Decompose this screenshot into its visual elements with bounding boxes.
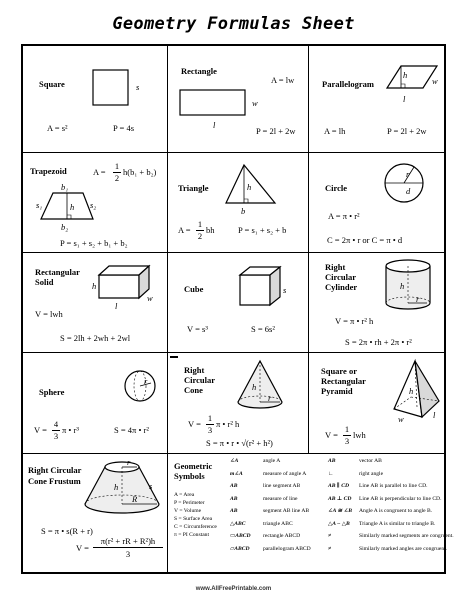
rect-solid-label-1: Rectangular (35, 267, 80, 277)
relation-symbol: AB ⊥ CD (328, 495, 352, 502)
frustum-R-label: R (132, 494, 138, 504)
relation-description: right angle (359, 470, 384, 477)
trapezoid-perimeter: P = s₁ + s₂ + b₁ + b₂ (60, 238, 128, 248)
relation-symbol: ≠ (328, 533, 332, 539)
frustum-fraction-bar (93, 547, 163, 548)
legend-item: A = Area (174, 492, 195, 498)
cell-parallelogram (309, 46, 444, 153)
symbols-heading-2: Symbols (174, 471, 205, 481)
parallelogram-diagram (309, 46, 444, 153)
circle-circumference: C = 2π • r or C = π • d (327, 235, 403, 245)
parallelogram-perimeter: P = 2l + 2w (387, 126, 427, 136)
legend-item: C = Circumference (174, 524, 217, 530)
symbol-symbol: AB (230, 508, 238, 514)
frustum-label-2: Cone Frustum (28, 476, 81, 486)
symbol-symbol: AB (230, 495, 238, 502)
triangle-perimeter: P = s₁ + s₂ + b (238, 225, 287, 235)
rect-solid-surface: S = 2lh + 2wh + 2wl (60, 333, 131, 343)
cone-label-3: Cone (184, 385, 203, 395)
sphere-surface: S = 4π • r² (114, 425, 149, 435)
trapezoid-label: Trapezoid (30, 166, 67, 176)
square-label: Square (39, 79, 65, 89)
sphere-diagram (23, 353, 168, 454)
relation-description: vector AB (359, 458, 382, 464)
stray-mark (170, 356, 178, 358)
frustum-volume-den: 3 (125, 549, 131, 559)
cube-volume: V = s³ (187, 324, 208, 334)
cell-triangle (168, 153, 309, 253)
rectangle-label: Rectangle (181, 66, 217, 76)
cube-label: Cube (184, 284, 204, 294)
pyramid-label-1: Square or (321, 366, 357, 376)
relation-description: Triangle A is similar to triangle B. (359, 520, 436, 527)
circle-label: Circle (325, 183, 348, 193)
frustum-label-1: Right Circular (28, 465, 82, 475)
cell-rectangle (168, 46, 309, 153)
trapezoid-area-prefix: A = (93, 167, 106, 177)
parallelogram-label: Parallelogram (322, 79, 374, 89)
sphere-label: Sphere (39, 387, 65, 397)
symbol-description: segment AB line AB (263, 508, 310, 514)
cell-cone (168, 353, 309, 454)
pyramid-l-label: l (433, 410, 436, 420)
symbol-description: triangle ABC (263, 520, 293, 527)
rect-solid-w-label: w (147, 293, 153, 303)
cone-label-1: Right (184, 365, 205, 375)
circle-r-label: r (406, 169, 410, 179)
relation-symbol: ∟ (328, 470, 334, 477)
symbol-description: parallelogram ABCD (263, 545, 311, 552)
symbol-symbol: ▱ABCD (230, 545, 250, 552)
circle-area: A = π • r² (328, 211, 360, 221)
cylinder-r-label: r (416, 294, 420, 304)
symbol-description: angle A (263, 458, 281, 464)
triangle-label: Triangle (178, 183, 209, 193)
symbol-symbol: ▭ABCD (230, 533, 251, 539)
cell-cube (168, 253, 309, 353)
rectangle-diagram (168, 46, 309, 153)
trapezoid-h-label: h (70, 202, 75, 212)
legend-item: P = Perimeter (174, 500, 205, 506)
relation-symbol: ∠A ≅ ∠B (328, 508, 353, 514)
cone-volume-den: 3 (207, 425, 213, 435)
frustum-h-label: h (114, 482, 119, 492)
triangle-h-label: h (247, 182, 252, 192)
square-perimeter: P = 4s (113, 123, 135, 133)
triangle-area-prefix: A = (178, 225, 191, 235)
triangle-area-den: 2 (197, 231, 203, 241)
parallelogram-l-label: l (403, 94, 406, 104)
sphere-volume-prefix: V = (34, 425, 47, 435)
trapezoid-b1-label: b₁ (61, 182, 69, 192)
sphere-r-label: r (144, 376, 148, 386)
cell-cylinder (309, 253, 444, 353)
symbol-symbol: AB (230, 483, 238, 489)
sphere-volume-den: 3 (53, 431, 59, 441)
pyramid-volume-num: 1 (344, 424, 350, 434)
square-diagram (23, 46, 168, 153)
relation-symbol: AB (328, 458, 336, 464)
cell-symbols (168, 454, 454, 572)
rectangle-perimeter: P = 2l + 2w (256, 126, 296, 136)
cylinder-label-3: Cylinder (325, 282, 358, 292)
parallelogram-area: A = lh (324, 126, 346, 136)
rect-solid-label-2: Solid (35, 277, 54, 287)
relation-description: Similarly marked angles are congruent. (359, 545, 448, 552)
pyramid-label-3: Pyramid (321, 386, 353, 396)
trapezoid-area-num: 1 (114, 161, 120, 171)
frustum-s-label: s (149, 481, 153, 491)
cone-volume-num: 1 (207, 413, 213, 423)
relation-description: Angle A is congruent to angle B. (359, 508, 433, 514)
triangle-area-formula: bh (206, 225, 215, 235)
symbol-symbol: △ABC (230, 520, 246, 527)
relation-symbol: AB ∥ CD (328, 483, 349, 489)
parallelogram-w-label: w (432, 76, 438, 86)
pyramid-label-2: Rectangular (321, 376, 366, 386)
cell-circle (309, 153, 444, 253)
cone-volume-formula: π • r² h (216, 419, 240, 429)
pyramid-w-label: w (398, 414, 404, 424)
trapezoid-s1-label: s₁ (36, 200, 43, 210)
triangle-area-num: 1 (197, 219, 203, 229)
trapezoid-area-den: 2 (114, 173, 120, 183)
cylinder-label-1: Right (325, 262, 346, 272)
relation-description: Similarly marked segments are congruent. (359, 533, 454, 539)
cell-trapezoid (23, 153, 168, 253)
page-title: Geometry Formulas Sheet (112, 14, 355, 34)
cell-rectangular-solid (23, 253, 168, 353)
relation-description: Line AB is perpendicular to line CD. (359, 495, 442, 502)
cell-pyramid (309, 353, 444, 454)
rectangle-w-label: w (252, 98, 258, 108)
circle-d-label: d (406, 186, 411, 196)
cell-sphere (23, 353, 168, 454)
triangle-b-label: b (241, 206, 246, 216)
trapezoid-s2-label: s₂ (90, 200, 97, 210)
cone-label-2: Circular (184, 375, 216, 385)
pyramid-volume-den: 3 (344, 436, 350, 446)
relation-description: Line AB is parallel to line CD. (359, 483, 428, 489)
frustum-volume-num: π(r² + rR + R²)h (100, 536, 156, 546)
legend-item: S = Surface Area (174, 516, 213, 522)
frustum-volume-prefix: V = (76, 543, 89, 553)
cylinder-label-2: Circular (325, 272, 357, 282)
cell-square (23, 46, 168, 153)
symbol-description: line segment AB (263, 483, 301, 489)
cylinder-h-label: h (400, 281, 405, 291)
legend-item: V = Volume (174, 508, 202, 514)
legend-item: π = PI Constant (174, 532, 210, 538)
relation-symbol: △A ~ △B (328, 520, 350, 527)
triangle-diagram (168, 153, 309, 253)
cube-s-label: s (283, 285, 287, 295)
symbol-symbol: ∠A (230, 458, 239, 464)
trapezoid-area-formula: h(b₁ + b₂) (123, 167, 157, 177)
pyramid-volume-prefix: V = (325, 430, 338, 440)
cone-surface: S = π • r • √(r² + h²) (206, 438, 273, 448)
cube-surface: S = 6s² (251, 324, 275, 334)
symbol-description: measure of line (263, 495, 298, 502)
cylinder-surface: S = 2π • rh + 2π • r² (345, 337, 412, 347)
symbol-description: rectangle ABCD (263, 533, 301, 539)
symbols-heading-1: Geometric (174, 461, 213, 471)
cell-frustum (23, 454, 168, 572)
cube-diagram (168, 253, 309, 353)
cone-r-label: r (268, 393, 272, 403)
rectangle-l-label: l (213, 120, 216, 130)
cylinder-volume: V = π • r² h (335, 316, 374, 326)
sphere-volume-num: 4 (53, 419, 59, 429)
rect-solid-volume: V = lwh (35, 309, 63, 319)
trapezoid-b2-label: b₂ (61, 222, 69, 232)
relation-symbol: ≠ (328, 545, 332, 552)
formula-sheet (21, 44, 454, 574)
square-area: A = s² (47, 123, 68, 133)
footer-url: www.AllFreePrintable.com (195, 586, 272, 592)
parallelogram-h-label: h (403, 70, 408, 80)
symbol-symbol: m∠A (230, 470, 243, 477)
cone-h-label: h (252, 382, 257, 392)
frustum-r-label: r (127, 457, 131, 467)
rect-solid-l-label: l (115, 301, 118, 311)
frustum-surface: S = π • s(R + r) (41, 526, 93, 536)
rectangle-area: A = lw (271, 75, 295, 85)
square-side-label: s (136, 82, 140, 92)
pyramid-h-label: h (409, 386, 414, 396)
cone-volume-prefix: V = (188, 419, 201, 429)
sphere-volume-formula: π • r³ (62, 425, 79, 435)
symbol-description: measure of angle A (263, 470, 307, 477)
pyramid-volume-formula: lwh (353, 430, 366, 440)
rect-solid-h-label: h (92, 281, 97, 291)
